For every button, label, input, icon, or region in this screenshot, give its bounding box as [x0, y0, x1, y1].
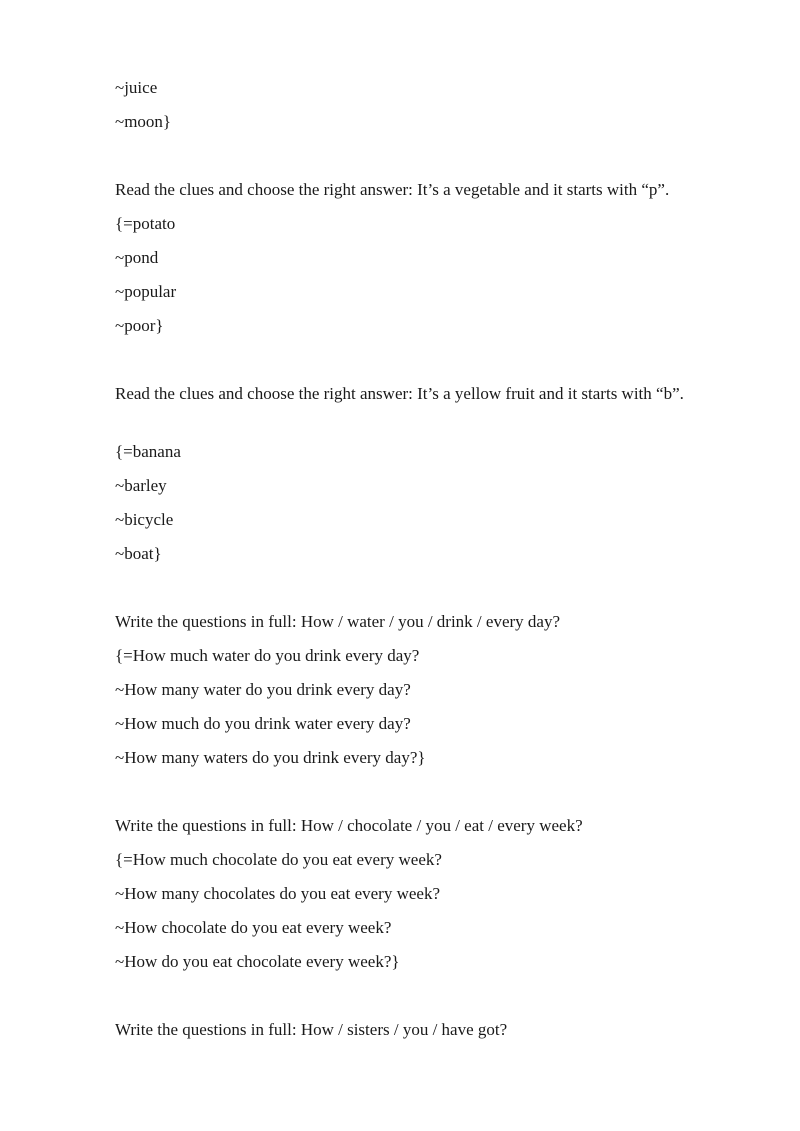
answer-option: ~poor}	[115, 316, 164, 335]
answer-option: ~How much do you drink water every day?	[115, 714, 411, 733]
answer-option: ~bicycle	[115, 510, 174, 529]
answer-option: ~barley	[115, 476, 167, 495]
correct-answer: {=How much chocolate do you eat every week?	[115, 850, 442, 869]
question-text: Write the questions in full: How / chocolate / you / eat / every week?	[115, 816, 583, 835]
answer-option: ~boat}	[115, 544, 162, 563]
correct-answer: {=potato	[115, 214, 176, 233]
answer-option: ~pond	[115, 248, 159, 267]
correct-answer: {=banana	[115, 442, 181, 461]
answer-option: ~popular	[115, 282, 177, 301]
answer-option: ~moon}	[115, 112, 172, 131]
question-text: Read the clues and choose the right answer: It’s a vegetable and it starts with “p”.	[115, 180, 670, 199]
answer-option: ~How chocolate do you eat every week?	[115, 918, 392, 937]
answer-option: ~How many chocolates do you eat every week?	[115, 884, 440, 903]
question-text: Read the clues and choose the right answer: It’s a yellow fruit and it starts with “b”.	[115, 384, 684, 403]
answer-option: ~How do you eat chocolate every week?}	[115, 952, 400, 971]
answer-option: ~juice	[115, 78, 158, 97]
question-text: Write the questions in full: How / water / you / drink / every day?	[115, 612, 560, 631]
question-text: Write the questions in full: How / sisters / you / have got?	[115, 1020, 508, 1039]
answer-option: ~How many waters do you drink every day?}	[115, 748, 426, 767]
correct-answer: {=How much water do you drink every day?	[115, 646, 420, 665]
answer-option: ~How many water do you drink every day?	[115, 680, 411, 699]
